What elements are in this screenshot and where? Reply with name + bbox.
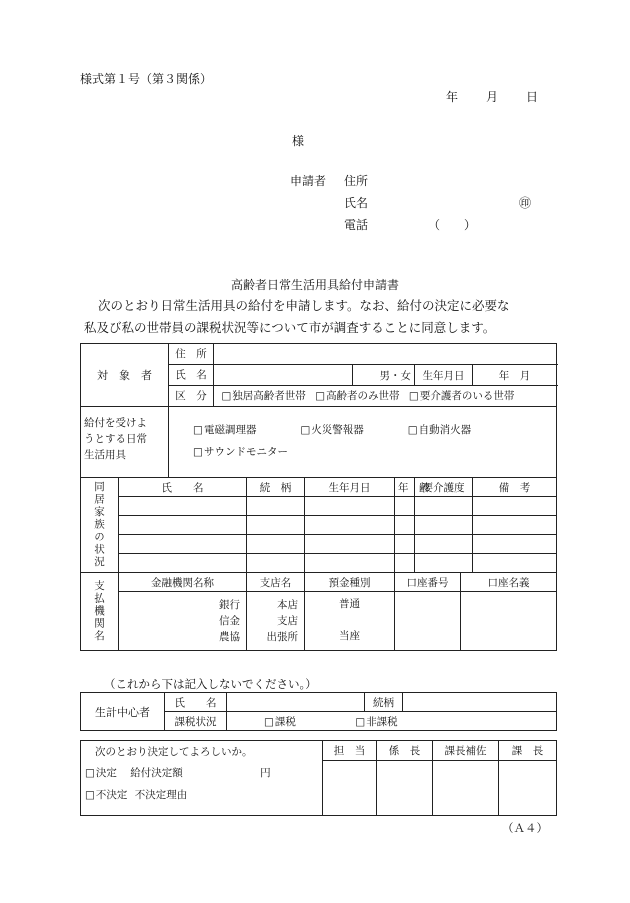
tax-status-options: [227, 712, 557, 731]
family-cell[interactable]: [395, 516, 415, 535]
amount-label: 給付決定額: [130, 767, 183, 779]
decide-checkbox[interactable]: □ 決定: [85, 767, 117, 779]
family-cell[interactable]: [305, 554, 395, 573]
yen-unit: 円: [260, 767, 271, 779]
intro-line-1: 次のとおり日常生活用具の給付を申請します。なお、給付の決定に必要な: [98, 298, 510, 313]
payment-header-deposit-type: 預金種別: [305, 573, 395, 592]
family-cell[interactable]: [305, 516, 395, 535]
addressee-suffix: 様: [292, 134, 305, 148]
target-category-label: 区 分: [169, 386, 214, 406]
payment-label: 支払機関名: [81, 573, 119, 651]
branch-type-2: 支店: [277, 615, 299, 627]
equipment-label: [81, 407, 169, 478]
branch-cell[interactable]: [247, 592, 305, 651]
family-cell[interactable]: [119, 497, 247, 516]
family-header-notes: 備 考: [473, 478, 557, 497]
form-number: 様式第１号（第３関係）: [80, 72, 213, 86]
equipment-label-line-1: 給付を受けよ: [84, 417, 147, 429]
deposit-type-2: 当座: [339, 630, 361, 642]
deposit-type-1: 普通: [339, 598, 361, 610]
birth-date-format[interactable]: 年 月: [473, 365, 557, 386]
family-cell[interactable]: [247, 516, 305, 535]
applicant-phone-label: 電話: [344, 218, 369, 232]
stamp-header-manager: 課 長: [499, 741, 557, 761]
family-cell[interactable]: [395, 497, 415, 516]
tax-option-non-taxed[interactable]: □ 非課税: [355, 716, 397, 728]
applicant-label: 申請者: [290, 174, 327, 188]
target-category-cell: [169, 386, 557, 407]
category-option-1[interactable]: □ 独居高齢者世帯: [221, 390, 305, 402]
family-row: [81, 554, 557, 573]
application-table: [80, 343, 557, 651]
family-cell[interactable]: [247, 497, 305, 516]
tax-option-taxed[interactable]: □ 課税: [264, 716, 296, 728]
family-header-age: 年 齢: [395, 478, 415, 497]
applicant-phone-parens: （ ）: [428, 218, 477, 232]
paper-size-label: （Ａ４）: [502, 821, 548, 835]
bank-type-1: 銀行: [219, 599, 241, 611]
household-head-relation-label: 続柄: [365, 693, 403, 712]
seal-mark: ㊞: [519, 196, 532, 210]
stamp-header-assistant-manager: 課長補佐: [433, 741, 499, 761]
family-cell[interactable]: [395, 554, 415, 573]
family-cell[interactable]: [473, 497, 557, 516]
target-address-label: 住 所: [169, 344, 214, 364]
stamp-box-staff[interactable]: [323, 761, 377, 816]
date-year: 年: [446, 90, 459, 104]
family-cell[interactable]: [247, 554, 305, 573]
family-cell[interactable]: [415, 535, 473, 554]
reason-label: 不決定理由: [134, 789, 188, 801]
branch-type-3: 出張所: [266, 631, 299, 643]
payment-header-account-holder: 口座名義: [461, 573, 557, 592]
household-head-name-cell[interactable]: [227, 693, 365, 712]
birth-date-label: 生年月日: [415, 365, 473, 386]
account-holder-cell[interactable]: [461, 592, 557, 651]
family-cell[interactable]: [119, 535, 247, 554]
target-name-label: 氏 名: [169, 365, 214, 385]
family-row: [81, 497, 557, 516]
payment-header-account-number: 口座番号: [395, 573, 461, 592]
equipment-option-3[interactable]: □ 自動消火器: [408, 424, 471, 436]
equipment-option-4[interactable]: □ サウンドモニター: [193, 446, 288, 458]
bank-name-cell[interactable]: [119, 592, 247, 651]
date-day: 日: [526, 90, 539, 104]
decision-intro: 次のとおり決定してよろしいか。: [95, 746, 253, 758]
stamp-box-chief[interactable]: [377, 761, 433, 816]
branch-type-1: 本店: [277, 599, 299, 611]
target-address-cell: [169, 344, 557, 365]
family-header-relation: 続 柄: [247, 478, 305, 497]
equipment-option-2[interactable]: □ 火災警報器: [300, 419, 404, 441]
family-cell[interactable]: [119, 554, 247, 573]
tax-status-label: 課税状況: [165, 712, 227, 731]
payment-header-branch: 支店名: [247, 573, 305, 592]
family-row: [81, 535, 557, 554]
family-cell[interactable]: [473, 554, 557, 573]
family-header-care-level: 要介護度: [415, 478, 473, 497]
form-title: 高齢者日常生活用具給付申請書: [230, 278, 399, 292]
category-option-3[interactable]: □ 要介護者のいる世帯: [409, 390, 514, 402]
family-label: 同居家族の状況: [81, 478, 119, 573]
bank-type-3: 農協: [219, 631, 241, 643]
target-label: 対 象 者: [81, 344, 169, 407]
family-cell[interactable]: [415, 554, 473, 573]
family-header-name: 氏 名: [119, 478, 247, 497]
stamp-box-assistant-manager[interactable]: [433, 761, 499, 816]
household-head-label: 生計中心者: [81, 693, 165, 731]
equipment-options: [169, 407, 557, 478]
gender-select[interactable]: 男・女: [353, 365, 415, 386]
family-cell[interactable]: [395, 535, 415, 554]
equipment-label-line-3: 生活用具: [84, 449, 126, 461]
category-option-2[interactable]: □ 高齢者のみ世帯: [315, 390, 399, 402]
family-cell[interactable]: [473, 535, 557, 554]
payment-header-bank: 金融機関名称: [119, 573, 247, 592]
decision-cell: [81, 741, 323, 816]
household-head-relation-cell[interactable]: [403, 693, 557, 712]
target-name-cell: [169, 365, 353, 386]
household-head-name-label: 氏 名: [165, 693, 227, 712]
stamp-box-manager[interactable]: [499, 761, 557, 816]
decision-table: [80, 740, 557, 816]
applicant-name-label: 氏名: [344, 196, 369, 210]
stamp-header-staff: 担 当: [323, 741, 377, 761]
family-cell[interactable]: [305, 535, 395, 554]
family-cell[interactable]: [415, 516, 473, 535]
family-cell[interactable]: [415, 497, 473, 516]
family-cell[interactable]: [119, 516, 247, 535]
intro-line-2: 私及び私の世帯員の課税状況等について市が調査することに同意します。: [84, 320, 496, 335]
bank-type-2: 信金: [219, 615, 241, 627]
stamp-header-chief: 係 長: [377, 741, 433, 761]
date-month: 月: [486, 90, 499, 104]
office-head-table: [80, 692, 557, 731]
family-header-birth: 生年月日: [305, 478, 395, 497]
family-row: [81, 516, 557, 535]
not-decide-checkbox[interactable]: □ 不決定: [85, 789, 127, 801]
family-cell[interactable]: [473, 516, 557, 535]
family-cell[interactable]: [247, 535, 305, 554]
office-use-note: （これから下は記入しないでください。）: [104, 677, 317, 691]
deposit-type-cell[interactable]: [305, 592, 395, 651]
family-cell[interactable]: [305, 497, 395, 516]
applicant-address-label: 住所: [344, 174, 369, 188]
equipment-option-1[interactable]: □ 電磁調理器: [193, 419, 297, 441]
equipment-label-line-2: うとする日常: [84, 433, 147, 445]
account-number-cell[interactable]: [395, 592, 461, 651]
